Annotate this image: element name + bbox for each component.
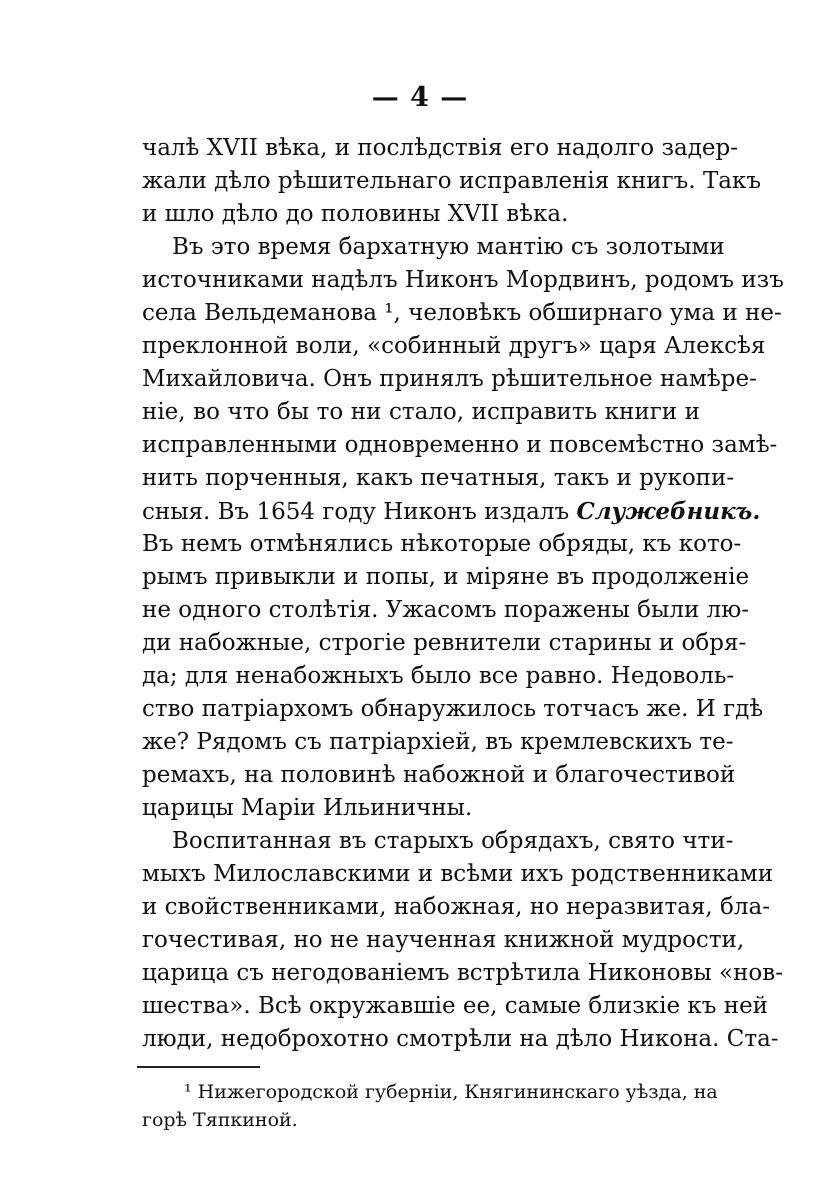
page-number: — 4 — xyxy=(371,82,469,113)
footnote-divider xyxy=(137,1066,260,1068)
text-line: ремахъ, на половинѣ набожной и благочестивой xyxy=(142,762,736,788)
text-line: не одного столѣтія. Ужасомъ поражены были лю- xyxy=(142,597,749,623)
text-line: ство патріархомъ обнаружилось тотчасъ же. И гдѣ xyxy=(142,696,764,722)
text-line: рымъ привыкли и попы, и міряне въ продолженіе xyxy=(142,564,750,590)
text-line: и шло дѣло до половины XVII вѣка. xyxy=(142,201,569,227)
text-line: источниками надѣлъ Никонъ Мордвинъ, родомъ изъ xyxy=(142,267,784,293)
text-line: Въ немъ отмѣнялись нѣкоторые обряды, къ кото- xyxy=(142,531,742,557)
text-line xyxy=(142,495,761,528)
text-line: царицы Маріи Ильиничны. xyxy=(142,795,473,821)
text-line: и свойственниками, набожная, но неразвитая, бла- xyxy=(142,894,770,920)
text-line: исправленными одновременно и повсемѣстно замѣ- xyxy=(142,432,778,458)
text-line: же? Рядомъ съ патріархіей, въ кремлевскихъ те- xyxy=(142,729,734,755)
text-line: жали дѣло рѣшительнаго исправленія книгъ. Такъ xyxy=(142,168,762,194)
text-line: шества». Всѣ окружавшіе ее, самые близкіе къ ней xyxy=(142,993,769,1019)
text-line-start: сныя. Въ 1654 году Никонъ издалъ xyxy=(142,499,570,525)
text-line: села Вельдеманова ¹, человѣкъ обширнаго ума и не- xyxy=(142,300,782,326)
text-line: Въ это время бархатную мантію съ золотыми xyxy=(172,234,725,260)
text-line: ніе, во что бы то ни стало, исправить книги и xyxy=(142,399,700,425)
text-line: ди набожные, строгіе ревнители старины и обря- xyxy=(142,630,747,656)
italic-title: Служебникъ. xyxy=(576,498,761,525)
text-line: чалѣ XVII вѣка, и послѣдствія его надолго задер- xyxy=(142,135,738,161)
text-line: нить порченныя, какъ печатныя, такъ и рукопи- xyxy=(142,465,735,491)
text-line: гочестивая, но не наученная книжной мудрости, xyxy=(142,927,745,953)
text-line: преклонной воли, «собинный другъ» царя Алексѣя xyxy=(142,333,766,359)
text-line: мыхъ Милославскими и всѣми ихъ родственниками xyxy=(142,861,774,887)
footnote-line: горѣ Тяпкиной. xyxy=(142,1109,298,1131)
text-line: люди, недоброхотно смотрѣли на дѣло Никона. Ста- xyxy=(142,1026,779,1052)
text-line: да; для ненабожныхъ было все равно. Недоволь- xyxy=(142,663,735,689)
text-line: царица съ негодованіемъ встрѣтила Никоновы «нов- xyxy=(142,960,783,986)
text-line: Михайловича. Онъ принялъ рѣшительное намѣре- xyxy=(142,366,757,392)
footnote-line: ¹ Нижегородской губерніи, Княгининскаго уѣзда, на xyxy=(184,1081,718,1103)
text-line: Воспитанная въ старыхъ обрядахъ, свято чти- xyxy=(172,828,734,854)
